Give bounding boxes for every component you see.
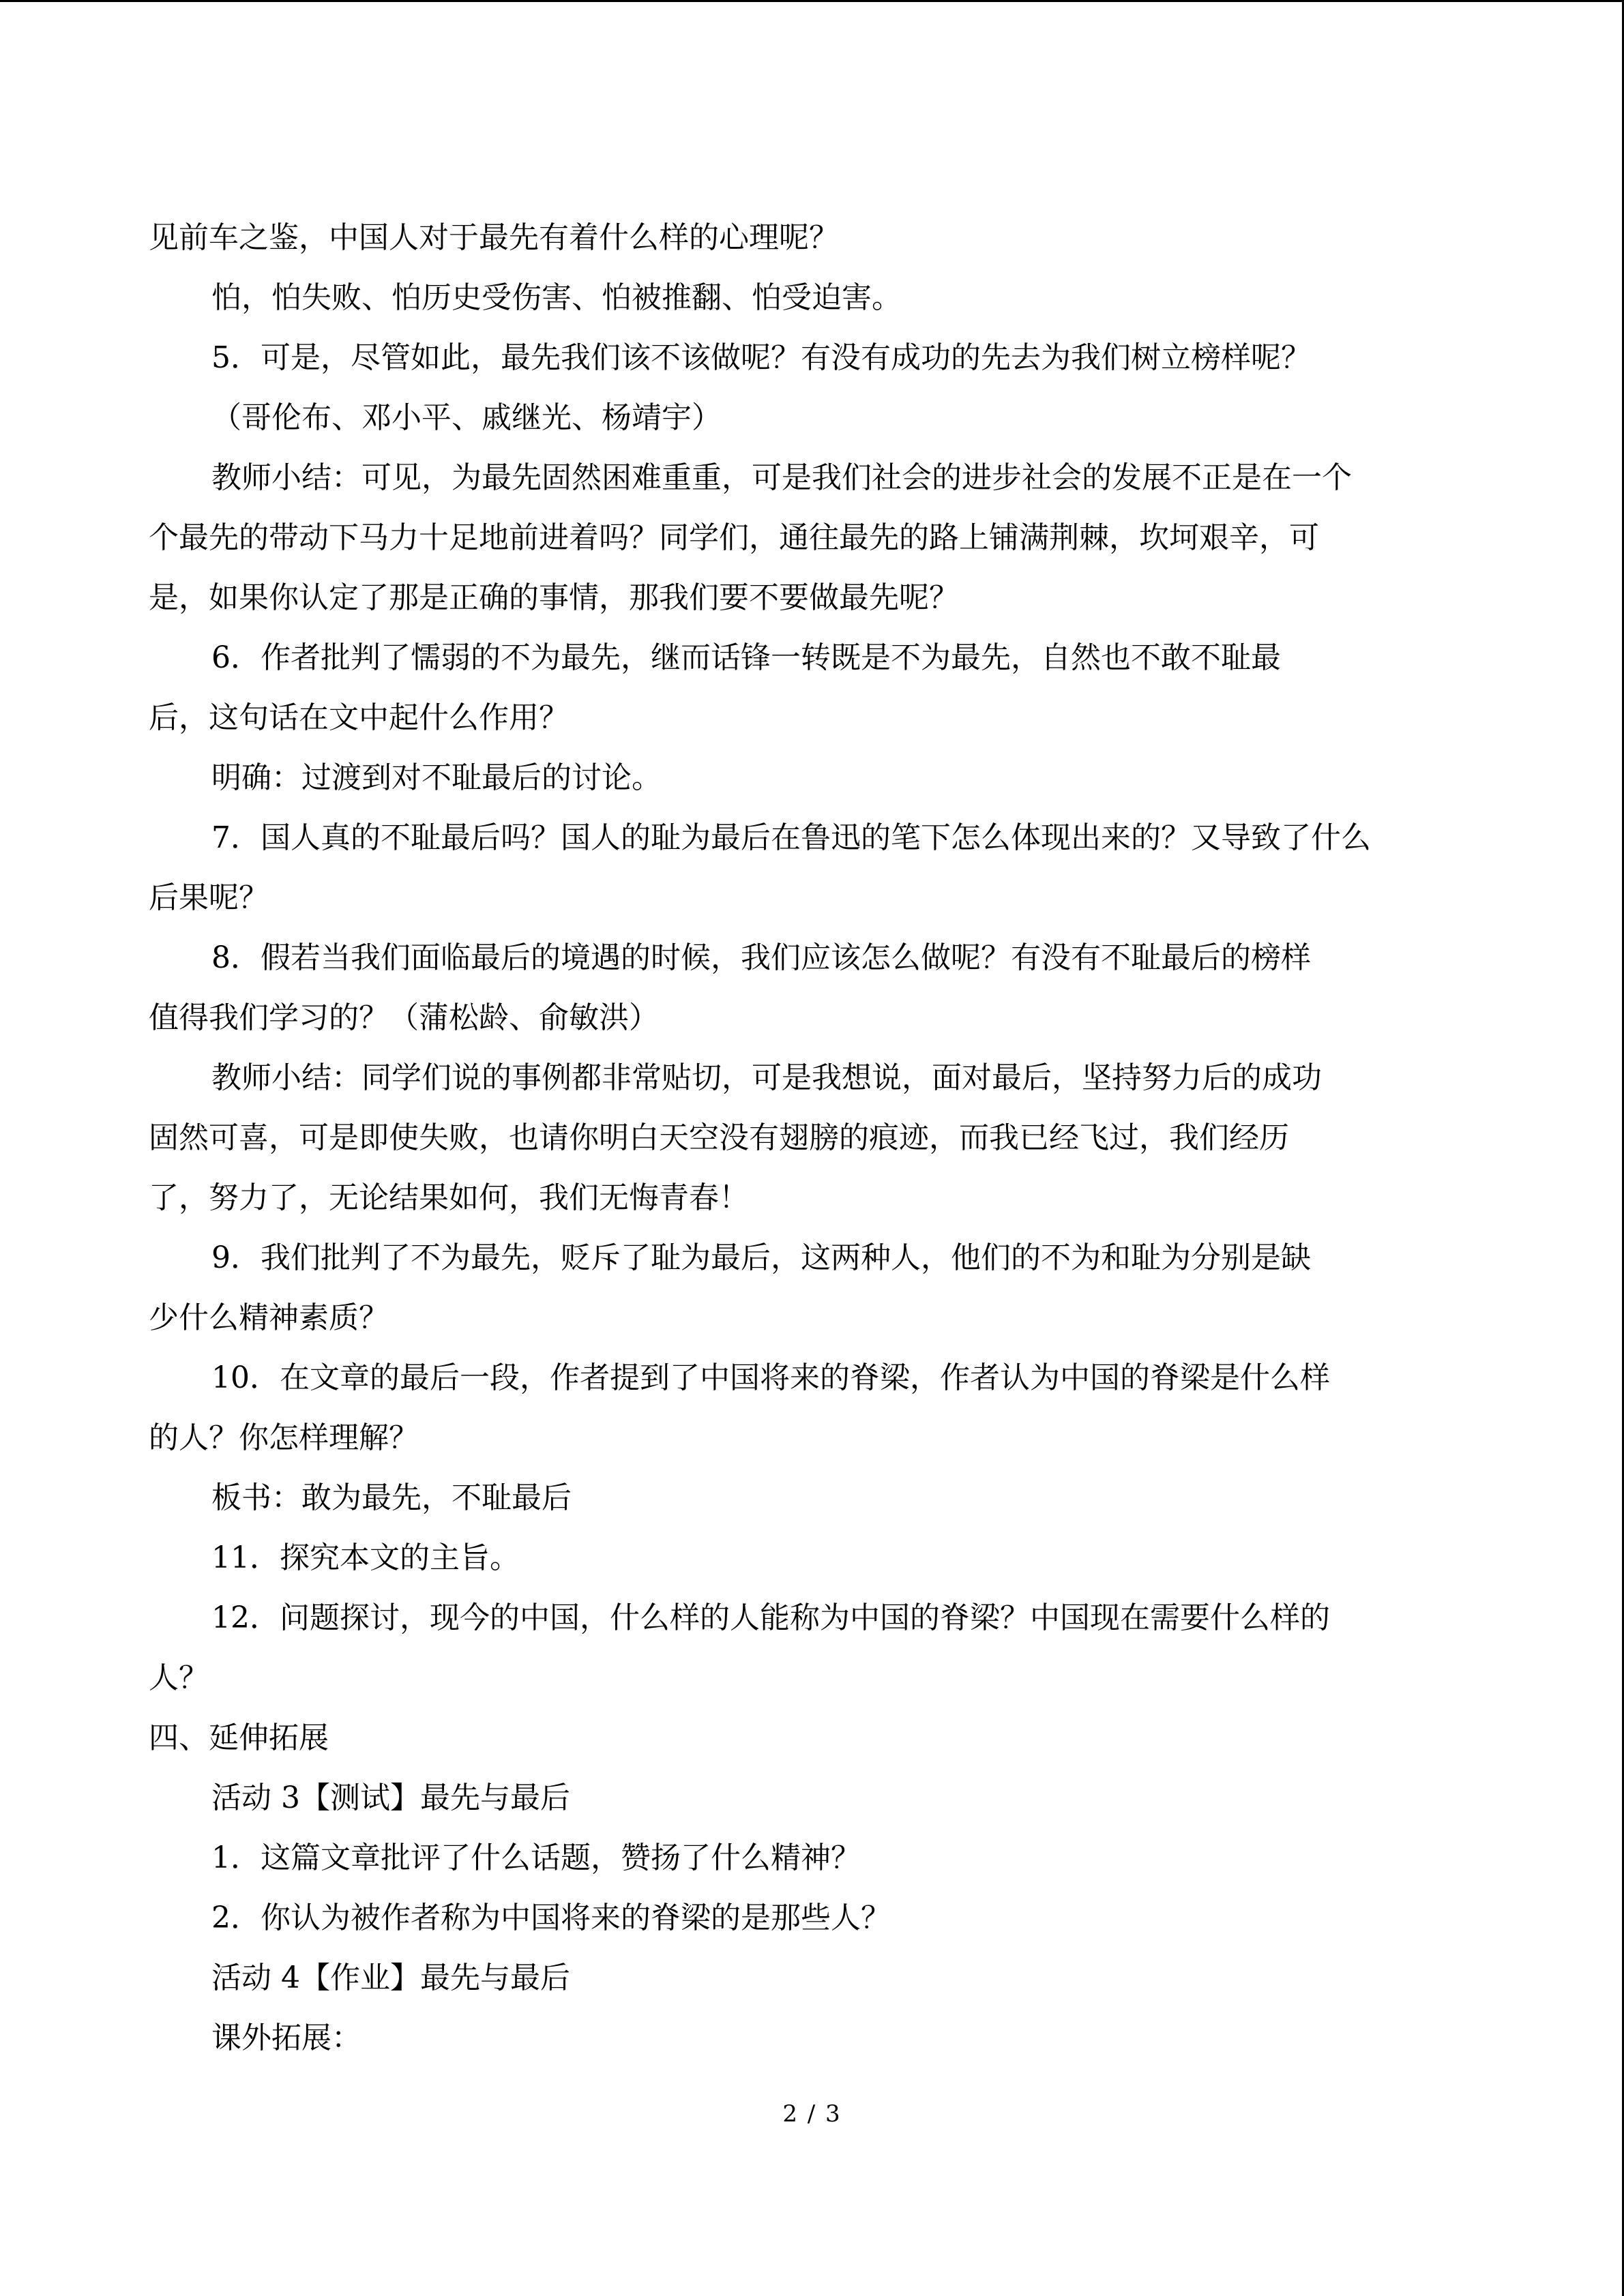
text-line: 怕，怕失败、怕历史受伤害、怕被推翻、怕受迫害。 (211, 280, 902, 315)
clarification: 明确：过渡到对不耻最后的讨论。 (211, 760, 662, 795)
page-number: 2 / 3 (782, 2100, 842, 2128)
text-line: 是，如果你认定了那是正确的事情，那我们要不要做最先呢？ (149, 580, 959, 615)
text-line: 少什么精神素质？ (149, 1300, 389, 1335)
question-10: 10．在文章的最后一段，作者提到了中国将来的脊梁，作者认为中国的脊梁是什么样 (211, 1360, 1330, 1395)
activity-4-heading: 活动 4【作业】最先与最后 (211, 1960, 570, 1995)
text-line: 后果呢？ (149, 880, 269, 915)
text-line: 固然可喜，可是即使失败，也请你明白天空没有翅膀的痕迹，而我已经飞过，我们经历 (149, 1120, 1289, 1155)
question-7: 7．国人真的不耻最后吗？国人的耻为最后在鲁迅的笔下怎么体现出来的？又导致了什么 (211, 820, 1371, 855)
blackboard-notes: 板书：敢为最先，不耻最后 (211, 1480, 572, 1515)
text-line: 后，这句话在文中起什么作用？ (149, 700, 569, 735)
page-border-top (0, 0, 1624, 2)
text-line: 课外拓展： (211, 2021, 361, 2055)
text-line: 见前车之鉴，中国人对于最先有着什么样的心理呢？ (149, 220, 839, 255)
test-question-1: 1．这篇文章批评了什么话题，赞扬了什么精神？ (211, 1840, 861, 1875)
teacher-summary: 教师小结：同学们说的事例都非常贴切，可是我想说，面对最后，坚持努力后的成功 (211, 1060, 1322, 1095)
section-heading: 四、延伸拓展 (149, 1720, 329, 1755)
question-6: 6．作者批判了懦弱的不为最先，继而话锋一转既是不为最先，自然也不敢不耻最 (211, 640, 1281, 675)
teacher-summary: 教师小结：可见，为最先固然困难重重，可是我们社会的进步社会的发展不正是在一个 (211, 460, 1352, 495)
test-question-2: 2．你认为被作者称为中国将来的脊梁的是那些人？ (211, 1900, 891, 1935)
text-line: 值得我们学习的？（蒲松龄、俞敏洪） (149, 1000, 659, 1035)
question-9: 9．我们批判了不为最先，贬斥了耻为最后，这两种人，他们的不为和耻为分别是缺 (211, 1240, 1311, 1275)
question-8: 8．假若当我们面临最后的境遇的时候，我们应该怎么做呢？有没有不耻最后的榜样 (211, 940, 1311, 975)
question-12: 12．问题探讨，现今的中国，什么样的人能称为中国的脊梁？中国现在需要什么样的 (211, 1600, 1330, 1635)
question-11: 11．探究本文的主旨。 (211, 1540, 520, 1575)
text-line: 人？ (149, 1660, 209, 1695)
question-5: 5．可是，尽管如此，最先我们该不该做呢？有没有成功的先去为我们树立榜样呢？ (211, 340, 1311, 375)
activity-3-heading: 活动 3【测试】最先与最后 (211, 1780, 570, 1815)
document-body (149, 208, 1482, 2068)
text-line: 个最先的带动下马力十足地前进着吗？同学们，通往最先的路上铺满荆棘，坎坷艰辛，可 (149, 520, 1319, 555)
text-line: 的人？你怎样理解？ (149, 1420, 419, 1455)
text-line: 了，努力了，无论结果如何，我们无悔青春！ (149, 1180, 749, 1215)
text-line: （哥伦布、邓小平、戚继光、杨靖宇） (211, 400, 722, 435)
